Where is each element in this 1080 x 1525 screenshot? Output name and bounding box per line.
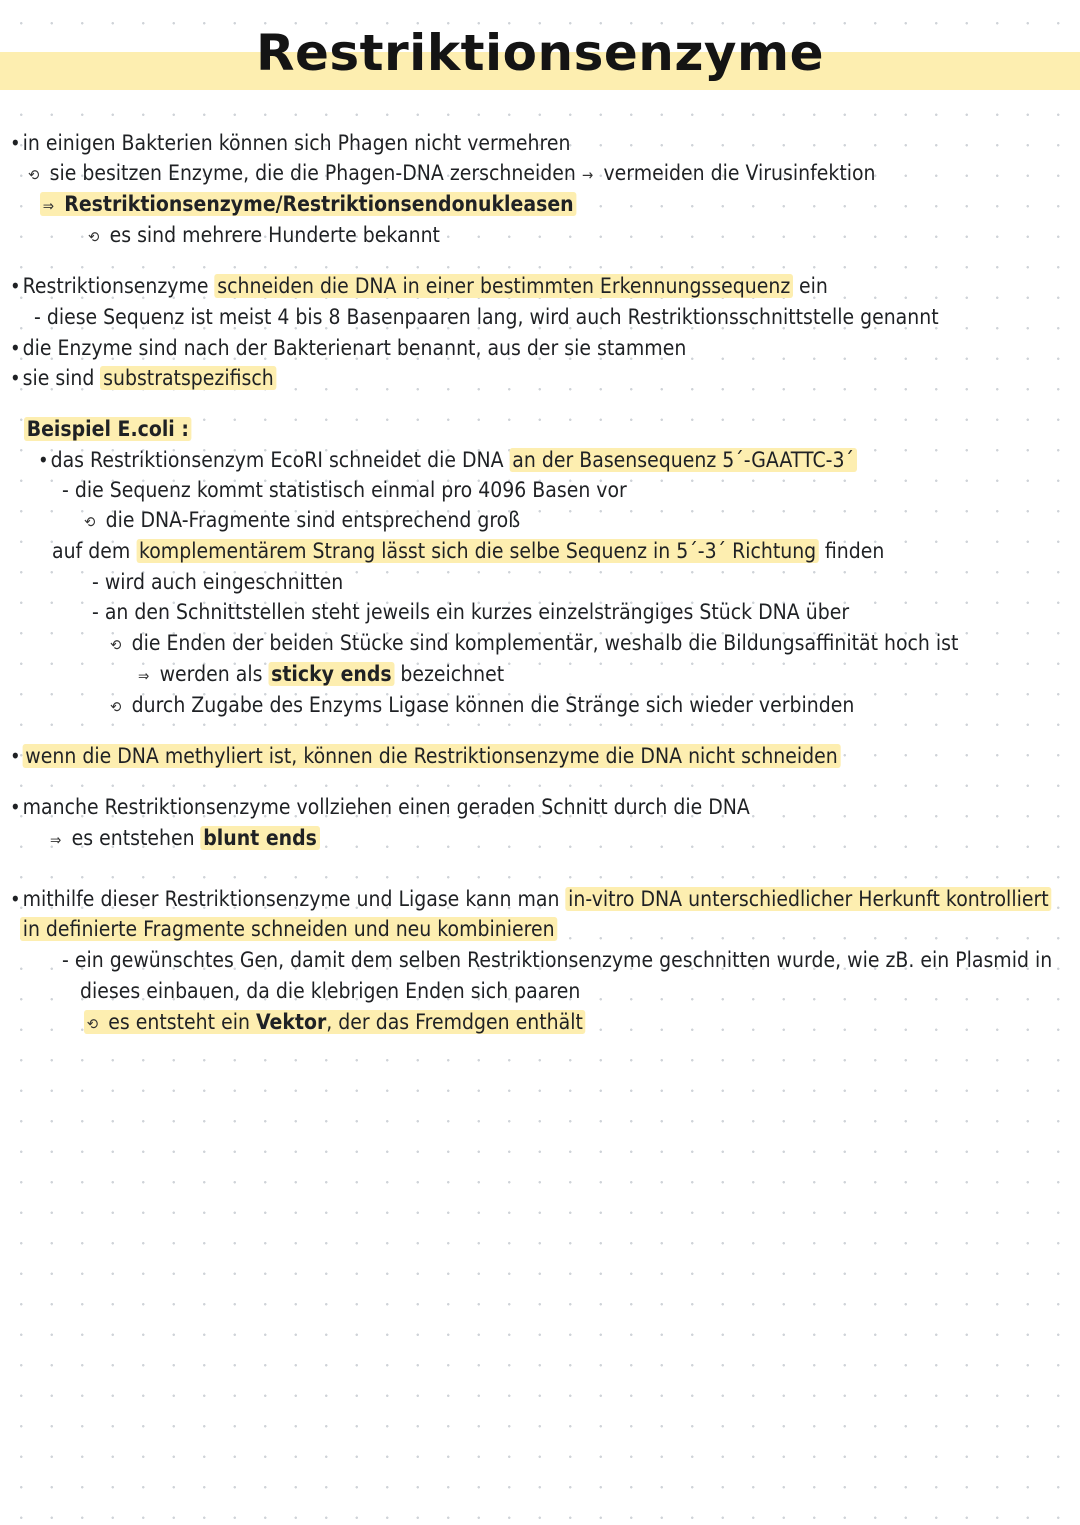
note-text: es entsteht ein [108, 1010, 256, 1034]
bullet-icon: • [10, 887, 21, 911]
note-line [10, 271, 828, 301]
note-line [24, 414, 192, 444]
bullet-icon: • [10, 131, 21, 155]
note-text: manche Restriktionsenzyme vollziehen einen geraden Schnitt durch die DNA [22, 795, 750, 819]
bullet-icon: • [10, 336, 21, 360]
highlight-text: in-vitro DNA unterschiedlicher Herkunft kontrolliert [565, 887, 1051, 911]
note-text: werden als [159, 662, 269, 686]
loop-arrow-icon: ⟲ [110, 698, 122, 716]
note-line [92, 567, 343, 597]
note-line [88, 220, 440, 252]
double-arrow-icon: ⇒ [50, 831, 62, 849]
note-text: durch Zugabe des Enzyms Ligase können die Stränge sich wieder verbinden [131, 693, 855, 717]
note-text: sie sind [22, 366, 101, 390]
note-line [110, 690, 854, 722]
note-text: - diese Sequenz ist meist 4 bis 8 Basenpaaren lang, wird auch Restriktionsschnittstelle genannt [34, 305, 939, 329]
note-line [62, 475, 627, 505]
bullet-icon: • [10, 744, 21, 768]
note-line [20, 914, 557, 944]
bullet-icon: • [10, 274, 21, 298]
note-line [10, 741, 840, 771]
loop-arrow-icon: ⟲ [84, 513, 96, 531]
note-text: auf dem [52, 539, 137, 563]
note-text: - wird auch eingeschnitten [92, 570, 344, 594]
note-text: Restriktionsenzyme/Restriktionsendonukleasen [64, 192, 574, 216]
double-arrow-icon: ⇒ [42, 197, 55, 215]
note-line [10, 128, 570, 158]
page-title: Restriktionsenzyme [255, 24, 825, 82]
note-text: es sind mehrere Hunderte bekannt [109, 223, 440, 247]
note-text: es entstehen [71, 826, 201, 850]
vector-term: Vektor [255, 1010, 327, 1034]
note-text: mithilfe dieser Restriktionsenzyme und Ligase kann man [22, 887, 566, 911]
note-line [38, 445, 857, 475]
highlight-text: komplementärem Strang lässt sich die selbe Sequenz in 5´-3´ Richtung [136, 539, 819, 563]
note-text: - an den Schnittstellen steht jeweils ein kurzes einzelsträngiges Stück DNA über [92, 600, 850, 624]
note-line [84, 1007, 586, 1039]
note-text: - die Sequenz kommt statistisch einmal pro 4096 Basen vor [62, 478, 627, 502]
note-line [10, 792, 750, 822]
highlight-text: schneiden die DNA in einer bestimmten Erkennungssequenz [215, 274, 793, 298]
note-line [50, 823, 320, 855]
note-text: - ein gewünschtes Gen, damit dem selben Restriktionsenzyme geschnitten wurde, wie zB. ein Plasmid in [62, 948, 1053, 972]
bullet-icon: • [38, 448, 49, 472]
note-text: bezeichnet [394, 662, 505, 686]
arrow-icon: → [581, 166, 594, 184]
note-text: die Enden der beiden Stücke sind komplementär, weshalb die Bildungsaffinität hoch ist [131, 631, 959, 655]
note-line [110, 628, 958, 660]
loop-arrow-icon: ⟲ [110, 636, 122, 654]
note-line [28, 158, 876, 190]
note-text: die Enzyme sind nach der Bakterienart benannt, aus der sie stammen [22, 336, 687, 360]
highlight-text: in definierte Fragmente schneiden und neu kombinieren [20, 917, 557, 941]
example-heading: Beispiel E.coli : [24, 417, 192, 441]
note-line [40, 189, 576, 221]
bullet-icon: • [10, 366, 21, 390]
loop-arrow-icon: ⟲ [28, 166, 40, 184]
double-arrow-icon: ⇒ [138, 667, 150, 685]
loop-arrow-icon: ⟲ [88, 228, 100, 246]
note-line [92, 597, 849, 627]
highlight-text: sticky ends [268, 662, 394, 686]
note-line [52, 536, 884, 566]
note-line [62, 945, 1052, 975]
note-line [84, 505, 520, 537]
highlight-text: wenn die DNA methyliert ist, können die Restriktionsenzyme die DNA nicht schneiden [23, 744, 841, 768]
highlight-text: an der Basensequenz 5´-GAATTC-3´ [510, 448, 857, 472]
note-text: dieses einbauen, da die klebrigen Enden sich paaren [80, 979, 581, 1003]
note-text: sie besitzen Enzyme, die die Phagen-DNA zerschneiden [49, 161, 576, 185]
highlight-text: blunt ends [201, 826, 320, 850]
note-text: Restriktionsenzyme [22, 274, 215, 298]
note-text: , der das Fremdgen enthält [326, 1010, 583, 1034]
note-text: die DNA-Fragmente sind entsprechend groß [105, 508, 521, 532]
note-text: vermeiden die Virusinfektion [603, 161, 876, 185]
loop-arrow-icon: ⟲ [86, 1015, 99, 1033]
note-text: ein [792, 274, 828, 298]
note-text: in einigen Bakterien können sich Phagen nicht vermehren [22, 131, 571, 155]
note-line [10, 884, 1051, 914]
note-line [10, 333, 686, 363]
bullet-icon: • [10, 795, 21, 819]
note-line [138, 659, 504, 691]
note-text: finden [818, 539, 885, 563]
note-line [34, 302, 939, 332]
note-text: das Restriktionsenzym EcoRI schneidet die DNA [50, 448, 510, 472]
highlight-text: substratspezifisch [100, 366, 276, 390]
note-line [10, 363, 276, 393]
note-line [80, 976, 580, 1006]
